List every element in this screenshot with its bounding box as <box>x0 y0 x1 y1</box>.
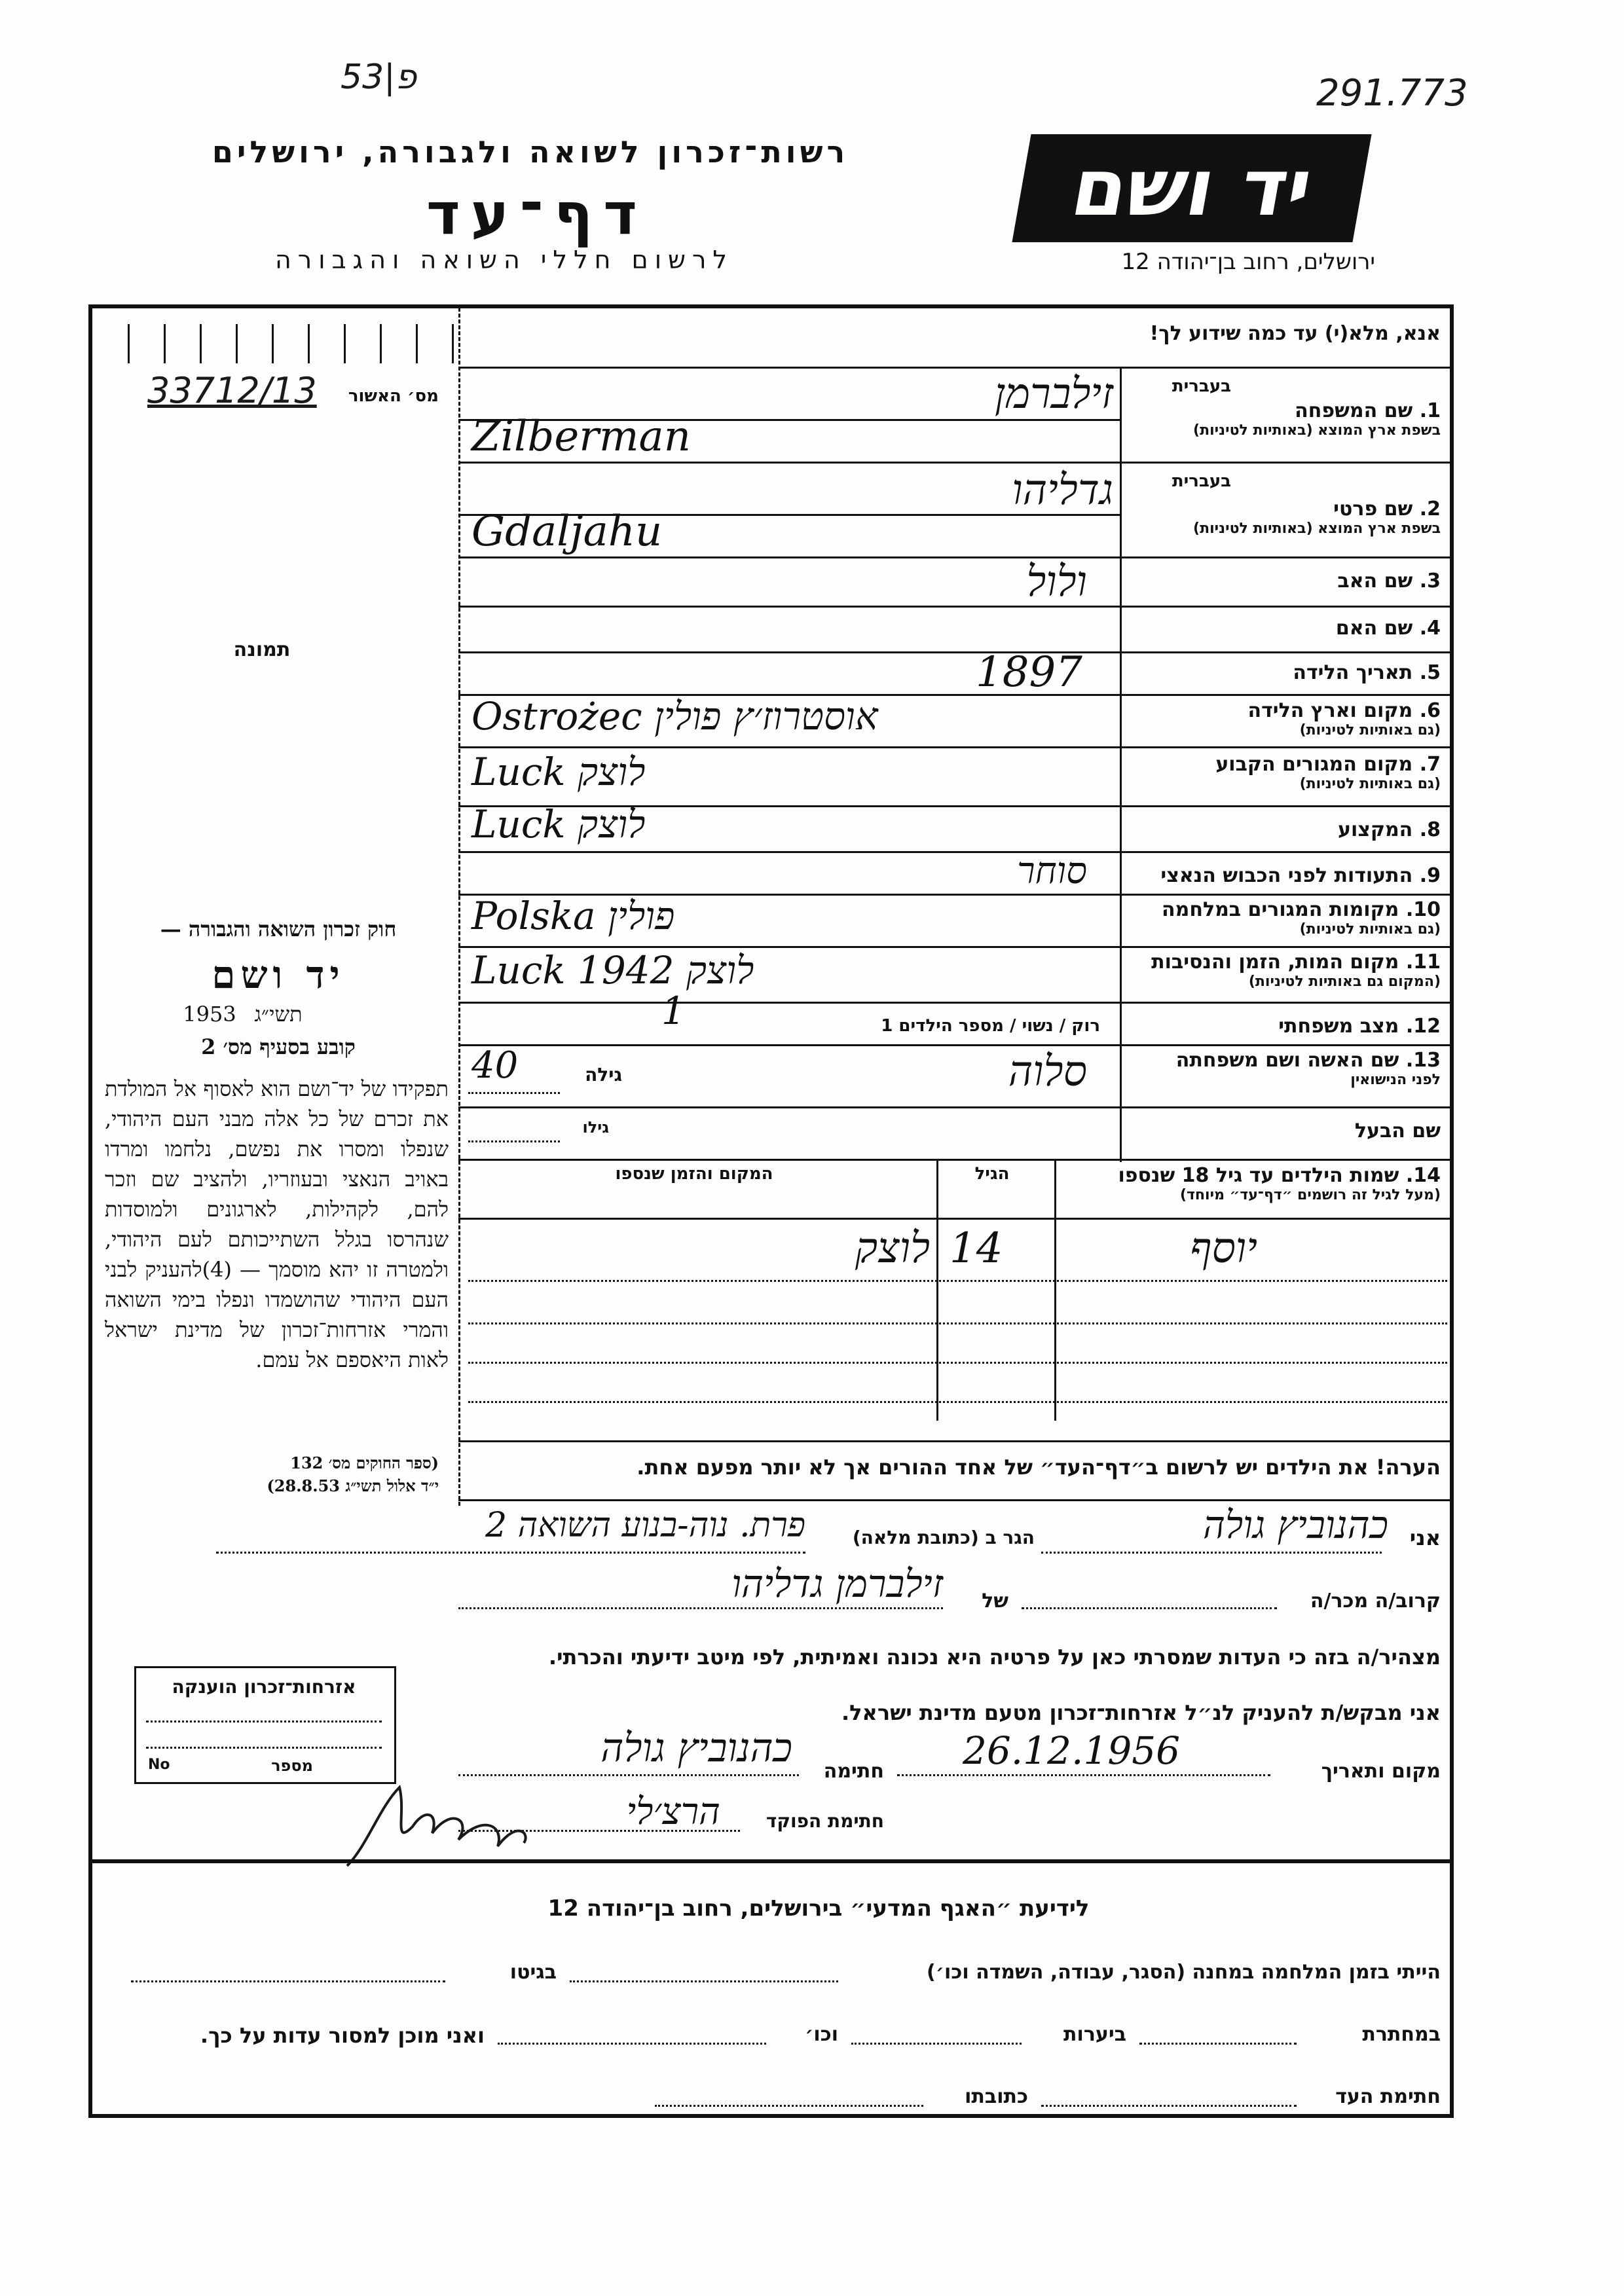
gazette-ref: (ספר החוקים מס׳ 132 <box>290 1453 439 1472</box>
footer-forests: ביערות <box>1063 2023 1126 2046</box>
field-8-value: Luck לוצק <box>471 802 646 847</box>
logo-text: יד ושם <box>1065 143 1319 234</box>
registration-number: 33712/13 <box>147 370 317 411</box>
field-1-hebrew-tag: בעברית <box>1172 376 1231 396</box>
children-title: שמות הילדים עד גיל 18 שנספו <box>1118 1164 1399 1187</box>
field-8-num: 8. <box>1419 818 1441 841</box>
law-title: חוק זכרון השואה והגבורה — <box>160 917 397 941</box>
law-section: קובע בסעיף מס׳ 2 <box>201 1034 356 1059</box>
address: ירושלים, רחוב בן־יהודה 12 <box>1121 249 1375 275</box>
form-subtitle: לרשום חללי השואה והגבורה <box>274 246 734 274</box>
field-husband-age-label: גילו <box>582 1118 609 1137</box>
field-7-label <box>1126 753 1441 792</box>
decl-address-hand: פרת. נוה-בנוע השואה 2 <box>485 1506 805 1545</box>
field-12-num: 12. <box>1405 1015 1441 1038</box>
decl-signature-label: חתימה <box>823 1760 884 1783</box>
field-4-label <box>1126 617 1441 640</box>
field-1-label <box>1126 399 1441 439</box>
children-sub: (מעל לגיל זה רושמים ״דף־עד״ מיוחד) <box>1179 1187 1441 1203</box>
field-2-title: שם פרטי <box>1333 498 1413 520</box>
law-year-hebrew: תשי״ג <box>254 1002 303 1027</box>
field-7-title: מקום המגורים הקבוע <box>1215 753 1413 776</box>
footer-witness-sig: חתימת העד <box>1335 2085 1441 2108</box>
field-3-title: שם האב <box>1337 570 1413 592</box>
field-10-num: 10. <box>1405 898 1441 921</box>
registration-ticks <box>115 324 455 363</box>
field-11-value: Luck 1942 לוצק <box>471 948 754 993</box>
decl-ani: אני <box>1409 1525 1441 1550</box>
field-12-children-count: 1 <box>661 989 686 1033</box>
field-13-title: שם האשה ושם משפחתה <box>1175 1049 1399 1072</box>
field-3-num: 3. <box>1419 570 1441 592</box>
decl-relative-hand: זילברמן גדליהו <box>731 1561 943 1606</box>
law-name: יד ושם <box>212 953 345 997</box>
field-4-num: 4. <box>1419 617 1441 640</box>
field-2-num: 2. <box>1419 498 1441 520</box>
citizenship-box-number: מספר <box>271 1757 313 1775</box>
field-10-value: Polska פולין <box>471 894 675 938</box>
field-6-label <box>1126 699 1441 738</box>
field-8-title: המקצוע <box>1337 818 1413 841</box>
children-col-place: המקום והזמן שנספו <box>615 1164 773 1184</box>
field-10-sub: (גם באותיות לטיניות) <box>1299 921 1441 938</box>
footer-camp-line: הייתי בזמן המלחמה במחנה (הסגר, עבודה, השמדה וכו׳) <box>927 1961 1441 1984</box>
field-2-hebrew-value: גדליהו <box>1012 466 1113 515</box>
citizenship-box <box>134 1666 396 1784</box>
footer-etc: וכו׳ <box>805 2023 838 2046</box>
field-13-num: 13. <box>1405 1049 1441 1072</box>
decl-officer-label: חתימת הפוקד <box>766 1810 884 1832</box>
decl-residing: הגר ב (כתובת מלאה) <box>852 1527 1035 1548</box>
field-2-latin-value: Gdaljahu <box>471 507 663 556</box>
field-6-sub: (גם באותיות לטיניות) <box>1299 722 1441 738</box>
field-7-value: Luck לוצק <box>471 750 646 794</box>
registration-label: מס׳ האשור <box>348 386 439 406</box>
handwritten-record-number: 291.773 <box>1316 72 1468 115</box>
law-text: תפקידו של יד־ושם הוא לאסוף אל המולדת את זכרם של כל אלה מבני העם היהודי, שנפלו ומסרו את נפשם, נלחמו ומרדו באויב הנאצי ובעוזריו, ולהציב שם וזכר להם, לקהילות, לארגונים ולמוסדות שנהרסו בגלל השתייכותם לעם היהודי, ולמטרה זו יהא מוסמך — (4)להעניק לבני העם היהודי שהושמדו ונפלו בימי השואה והמרי אזרחות־זכרון של מדינת ישראל לאות היאספם אל עמם. <box>105 1076 449 1372</box>
field-1-sub: בשפת ארץ המוצא (באותיות לטיניות) <box>1193 422 1441 439</box>
decl-officer-hand: הרצ׳לי <box>626 1791 720 1833</box>
photo-label: תמונה <box>233 638 291 661</box>
institution-name: רשות־זכרון לשואה ולגבורה, ירושלים <box>212 134 849 170</box>
yad-vashem-logo <box>1012 134 1371 242</box>
footer-underground: במחתרת <box>1362 2023 1441 2046</box>
field-6-value: Ostrożec אוסטרוז׳ץ פולין <box>471 694 878 738</box>
decl-place-date-label: מקום ותאריך <box>1321 1760 1441 1783</box>
footer-witness-address: כתובתו <box>965 2085 1028 2108</box>
field-11-title: מקום המות, הזמן והנסיבות <box>1151 951 1399 974</box>
field-2-sub: בשפת ארץ המוצא (באותיות לטיניות) <box>1193 520 1441 537</box>
field-4-title: שם האם <box>1335 617 1413 640</box>
child-1-name: יוסף <box>1190 1224 1257 1273</box>
citizenship-box-title: אזרחות־זכרון הוענקה <box>172 1676 356 1698</box>
sidebar-divider <box>458 308 460 1506</box>
field-13-label <box>1126 1049 1441 1088</box>
footer-willing: ואני מוכן למסור עדות על כך. <box>200 2023 485 2048</box>
field-10-label <box>1126 898 1441 938</box>
field-11-sub: (המקום גם באותיות לטיניות) <box>1248 974 1441 990</box>
decl-name-hand: כהנוביץ גולה <box>1203 1503 1388 1547</box>
decl-of: של <box>982 1590 1008 1613</box>
field-13-age-label: גילה <box>585 1064 622 1085</box>
field-2-hebrew-tag: בעברית <box>1172 471 1231 491</box>
field-3-value: ולול <box>1026 558 1087 606</box>
field-11-num: 11. <box>1405 951 1441 974</box>
field-1-num: 1. <box>1419 399 1441 422</box>
field-13-value: סלוה <box>1008 1048 1087 1096</box>
field-13-sub: לפני הנישואין <box>1350 1072 1441 1088</box>
field-10-title: מקומות המגורים במלחמה <box>1162 898 1399 921</box>
field-5-value: 1897 <box>976 648 1082 697</box>
field-9-num: 9. <box>1419 864 1441 887</box>
child-1-place: לוצק <box>855 1224 930 1273</box>
field-11-label <box>1126 951 1441 990</box>
form-intro: אנא, מלא(י) עד כמה שידוע לך! <box>1149 322 1441 345</box>
law-year: 1953 <box>183 1002 236 1027</box>
field-6-title: מקום וארץ הלידה <box>1247 699 1413 722</box>
field-5-num: 5. <box>1419 661 1441 684</box>
gazette-date: י״ד אלול תשי״ג 28.8.53) <box>267 1476 439 1495</box>
field-7-num: 7. <box>1419 753 1441 776</box>
field-1-hebrew-value: זילברמן <box>994 370 1113 418</box>
field-13-age-value: 40 <box>471 1044 519 1087</box>
field-9-value: סוחר <box>1017 850 1087 892</box>
decl-statement: מצהיר/ה בזה כי העדות שמסרתי כאן על פרטיה היא נכונה ואמיתית, לפי מיטב ידיעתי והכרתי. <box>548 1645 1441 1669</box>
decl-request: אני מבקש/ת להעניק לנ״ל אזרחות־זכרון מטעם מדינת ישראל. <box>841 1700 1441 1725</box>
field-12-value: רוק / נשוי / מספר הילדים 1 <box>881 1016 1100 1036</box>
children-header <box>1061 1164 1441 1203</box>
footer-ghetto: בגיטו <box>509 1961 557 1984</box>
field-1-title: שם המשפחה <box>1295 399 1413 422</box>
form-title: דף־עד <box>426 180 648 247</box>
children-num: 14. <box>1405 1164 1441 1187</box>
handwritten-file-mark: 53|פ <box>341 58 417 97</box>
decl-relation: קרוב/ה מכר/ה <box>1310 1590 1441 1613</box>
children-note: הערה! את הילדים יש לרשום ב״דף־העד״ של אחד ההורים אך לא יותר מפעם אחת. <box>637 1455 1441 1480</box>
citizenship-box-no: No <box>148 1757 170 1773</box>
field-9-label <box>1126 864 1441 887</box>
children-col-age: הגיל <box>974 1164 1010 1184</box>
footer-title: לידיעת ״האגף המדעי״ בירושלים, רחוב בן־יהודה 12 <box>547 1895 1090 1922</box>
field-12-label <box>1126 1015 1441 1038</box>
field-5-title: תאריך הלידה <box>1293 661 1413 684</box>
field-9-title: התעודות לפני הכבוש הנאצי <box>1160 864 1413 887</box>
field-5-label <box>1126 661 1441 684</box>
field-6-num: 6. <box>1419 699 1441 722</box>
field-1-latin-value: Zilberman <box>471 412 691 461</box>
field-2-label <box>1126 498 1441 537</box>
decl-signature-hand: כהנוביץ גולה <box>600 1725 792 1771</box>
field-7-sub: (גם באותיות לטיניות) <box>1299 776 1441 792</box>
field-8-label <box>1126 818 1441 841</box>
decl-date-hand: 26.12.1956 <box>963 1728 1181 1773</box>
field-husband-label: שם הבעל <box>1354 1120 1441 1142</box>
child-1-age: 14 <box>950 1224 1003 1273</box>
field-12-title: מצב משפחתי <box>1278 1015 1399 1038</box>
field-3-label <box>1126 570 1441 592</box>
